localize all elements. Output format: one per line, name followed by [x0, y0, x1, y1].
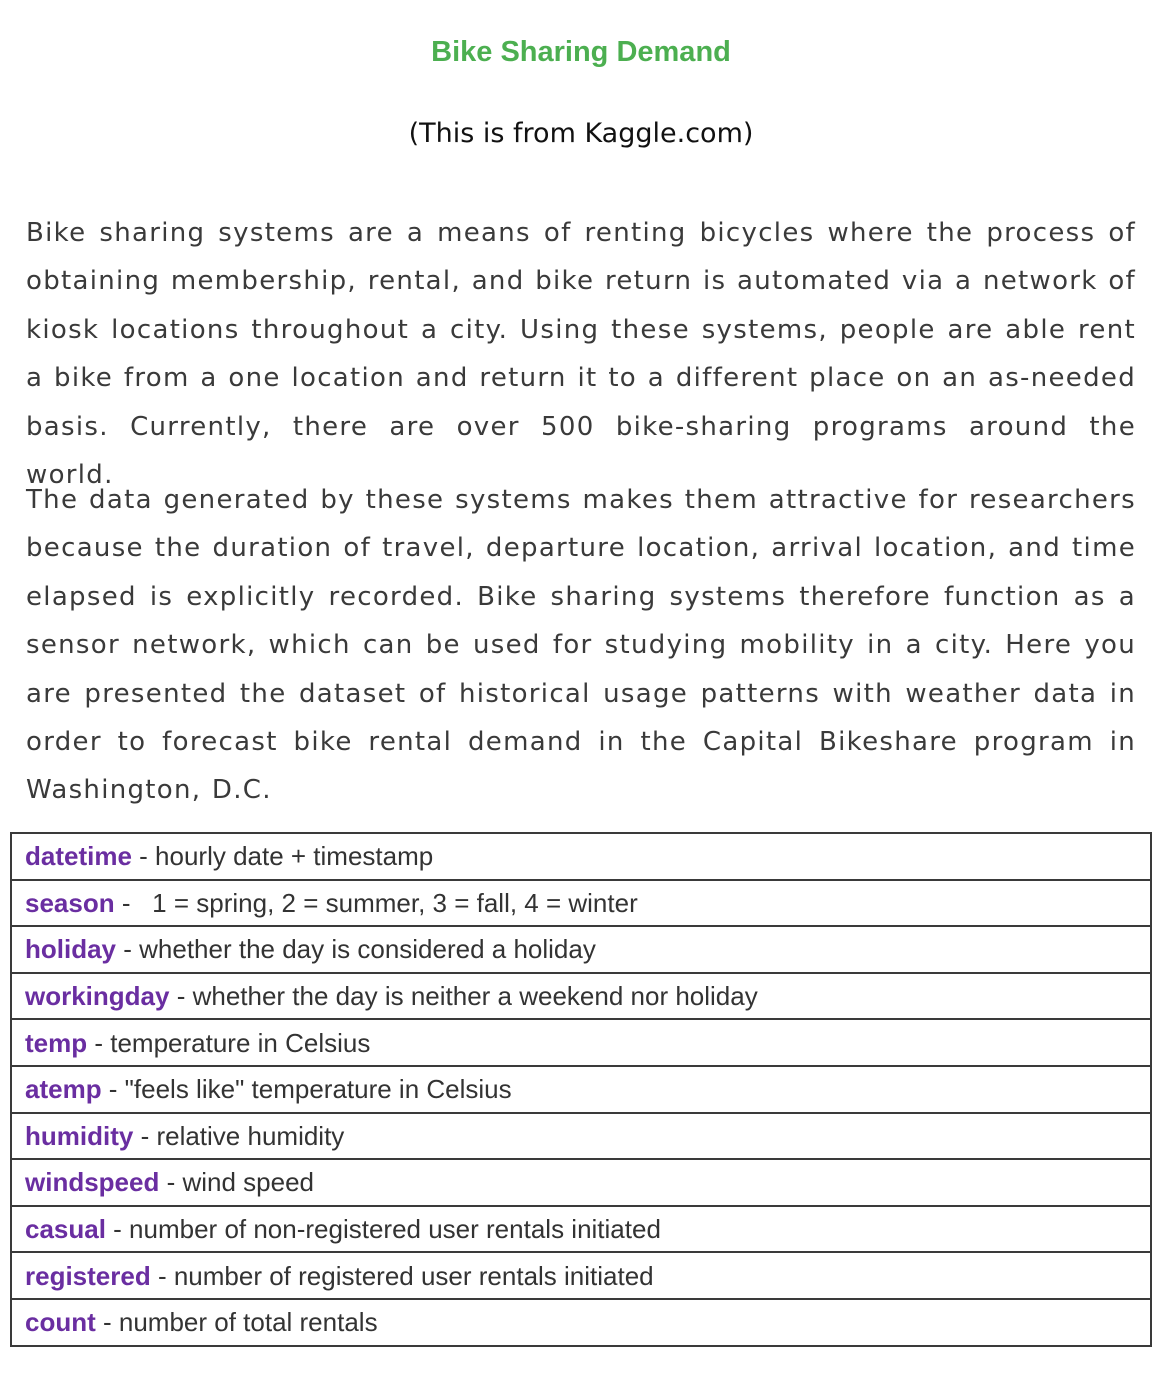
field-description: - number of registered user rentals initiated: [150, 1260, 654, 1291]
table-row: [11, 1206, 1151, 1253]
field-definitions-table: [10, 832, 1152, 1347]
table-row: [11, 1252, 1151, 1299]
field-name: season: [25, 887, 115, 918]
field-description: - hourly date + timestamp: [131, 841, 434, 872]
field-name: holiday: [25, 934, 117, 965]
table-row: [11, 1299, 1151, 1346]
table-row: [11, 1066, 1151, 1113]
source-note: (This is from Kaggle.com): [408, 118, 754, 149]
page-title: Bike Sharing Demand: [431, 36, 731, 68]
field-name: workingday: [25, 981, 170, 1012]
field-name: atemp: [25, 1074, 102, 1105]
table-row: [11, 1159, 1151, 1206]
field-name: temp: [25, 1027, 88, 1058]
field-description: - wind speed: [159, 1167, 315, 1198]
field-description: - relative humidity: [133, 1120, 345, 1151]
table-row: [11, 973, 1151, 1020]
data-paragraph: The data generated by these systems makes them attractive for researchers because the duration of travel, departure location, arrival location, and time elapsed is explicitly recorded. Bike sharing systems therefore function as a sensor network, which can be used for studying mobility in a city. Here you are presented the dataset of historical usage patterns with weather data in order to forecast bike rental demand in the Capital Bikeshare program in Washington, D.C.: [26, 485, 1136, 806]
field-name: casual: [25, 1214, 106, 1245]
field-name: humidity: [25, 1120, 134, 1151]
field-description: - 1 = spring, 2 = summer, 3 = fall, 4 = winter: [114, 887, 638, 918]
field-name: datetime: [25, 841, 132, 872]
field-description: - whether the day is considered a holiday: [116, 934, 596, 965]
field-name: count: [25, 1307, 96, 1338]
intro-paragraph: Bike sharing systems are a means of renting bicycles where the process of obtaining membership, rental, and bike return is automated via a network of kiosk locations throughout a city. Using these systems, people are able rent a bike from a one location and return it to a different place on an as-needed basis. Currently, there are over 500 bike-sharing programs around the world.: [26, 218, 1136, 491]
field-name: registered: [25, 1260, 151, 1291]
field-name: windspeed: [25, 1167, 160, 1198]
table-row: [11, 1019, 1151, 1066]
field-description: - number of non-registered user rentals initiated: [105, 1214, 661, 1245]
field-description: - number of total rentals: [95, 1307, 378, 1338]
table-row: [11, 1113, 1151, 1160]
field-description: - whether the day is neither a weekend nor holiday: [169, 981, 758, 1012]
table-row: [11, 926, 1151, 973]
table-row: [11, 880, 1151, 927]
table-row: [11, 833, 1151, 880]
field-description: - "feels like" temperature in Celsius: [101, 1074, 512, 1105]
field-description: - temperature in Celsius: [87, 1027, 371, 1058]
